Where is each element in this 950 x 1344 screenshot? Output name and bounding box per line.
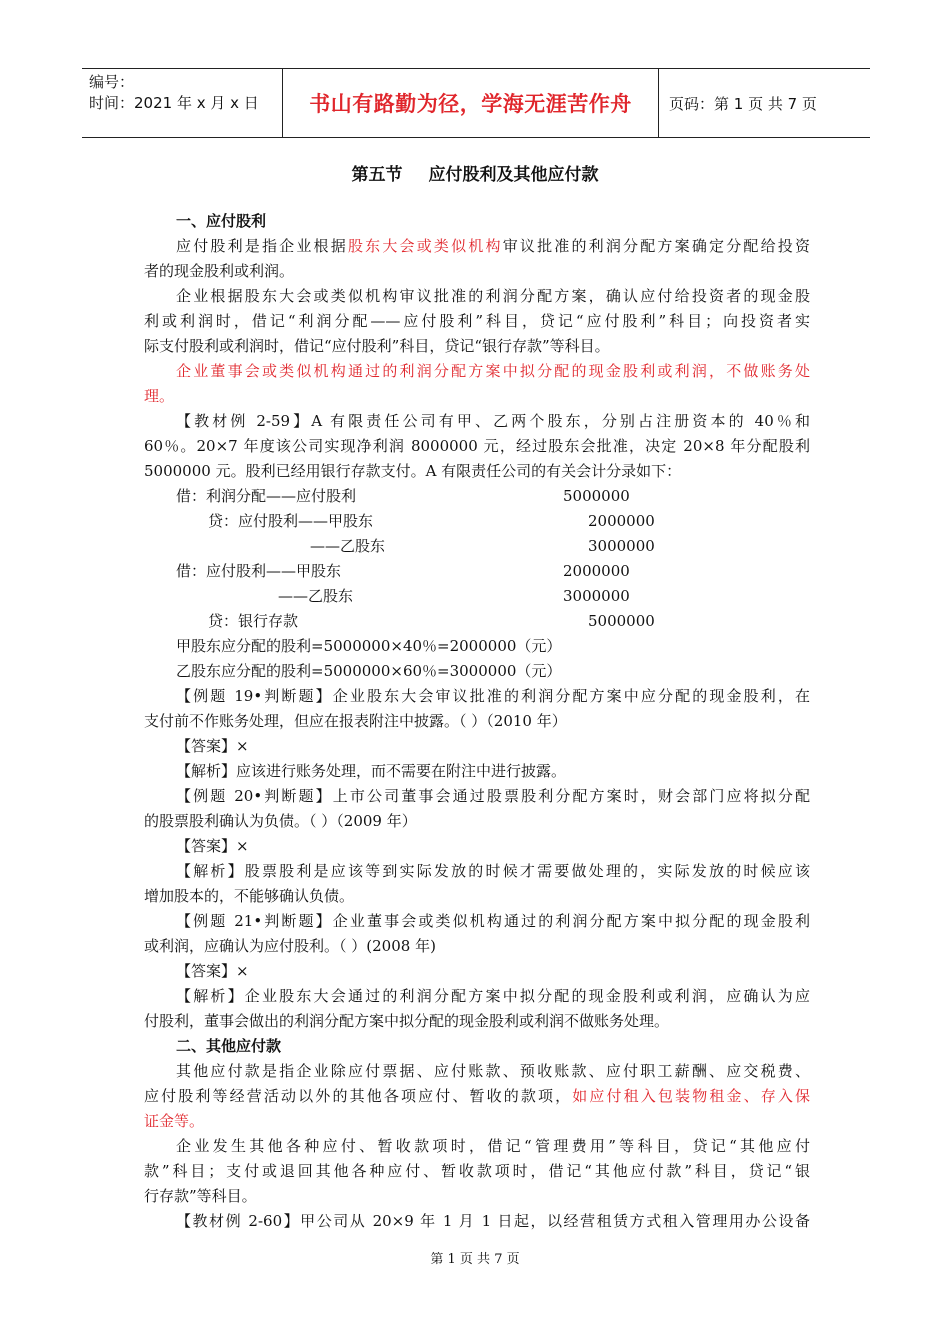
entry-amount: 5000000 — [588, 612, 655, 630]
explanation-line: 增加股本的，不能够确认负债。 — [144, 887, 355, 905]
answer-line: 【答案】× — [176, 837, 249, 855]
paragraph-line: 其他应付款是指企业除应付票据、应付账款、预收账款、应付职工薪酬、应交税费、 — [176, 1062, 810, 1080]
entry-amount: 3000000 — [563, 587, 630, 605]
heading-other-payables: 二、其他应付款 — [176, 1037, 282, 1055]
title-part2: 应付股利及其他应付款 — [428, 165, 599, 185]
header-motto — [283, 69, 659, 137]
question-line: 或利润，应确认为应付股利。（ ）(2008 年) — [144, 937, 436, 955]
example-line: 60％。20×7 年度该公司实现净利润 8000000 元，经过股东会批准，决定 20×8 年分配股利 — [144, 437, 810, 455]
paragraph-line — [176, 235, 810, 257]
explanation-line: 【解析】企业股东大会通过的利润分配方案中拟分配的现金股利或利润，应确认为应 — [176, 987, 810, 1005]
highlight-text: 股东大会或类似机构 — [347, 237, 503, 255]
example-line: 【教材例 2-60】甲公司从 20×9 年 1 月 1 日起，以经营租赁方式租入管理用办公设备 — [176, 1212, 810, 1230]
question-line: 【例题 20•判断题】上市公司董事会通过股票股利分配方案时，财会部门应将拟分配 — [176, 787, 810, 805]
header-meta — [82, 69, 283, 137]
page-info-text: 页码：第 1 页 共 7 页 — [669, 94, 817, 113]
example-line: 5000000 元。股利已经用银行存款支付。A 有限责任公司的有关会计分录如下： — [144, 462, 682, 480]
explanation-line: 付股利，董事会做出的利润分配方案中拟分配的现金股利或利润不做账务处理。 — [144, 1012, 670, 1030]
entry-label: 贷：应付股利——甲股东 — [208, 512, 374, 530]
explanation-line: 【解析】股票股利是应该等到实际发放的时候才需要做处理的，实际发放的时候应该 — [176, 862, 810, 880]
text-run: 审议批准的利润分配方案确定分配给投资 — [502, 237, 810, 255]
entry-amount: 2000000 — [588, 512, 655, 530]
paragraph-line: 款”科目；支付或退回其他各种应付、暂收款项时，借记“其他应付款”科目，贷记“银 — [144, 1162, 810, 1180]
text-run: 应付股利是指企业根据 — [176, 237, 348, 255]
page-footer: 第 1 页 共 7 页 — [430, 1252, 520, 1267]
paragraph-line: 企业根据股东大会或类似机构审议批准的利润分配方案，确认应付给投资者的现金股 — [176, 287, 810, 305]
section-title — [0, 160, 950, 185]
entry-amount: 5000000 — [563, 487, 630, 505]
answer-line: 【答案】× — [176, 737, 249, 755]
page-header — [82, 68, 870, 138]
calc-line: 甲股东应分配的股利=5000000×40％=2000000（元） — [176, 637, 562, 655]
entry-amount: 2000000 — [563, 562, 630, 580]
title-part1: 第五节 — [351, 165, 403, 185]
doc-number-label: 编号： — [89, 73, 135, 91]
entry-label: 贷：银行存款 — [208, 612, 299, 630]
entry-amount: 3000000 — [588, 537, 655, 555]
highlight-paragraph-line: 理。 — [144, 387, 175, 405]
answer-line: 【答案】× — [176, 962, 249, 980]
heading-dividends-payable: 一、应付股利 — [176, 212, 267, 230]
paragraph-line: 企业发生其他各种应付、暂收款项时，借记“管理费用”等科目，贷记“其他应付 — [176, 1137, 810, 1155]
paragraph-line: 际支付股利或利润时，借记“应付股利”科目，贷记“银行存款”等科目。 — [144, 337, 610, 355]
entry-label: ——乙股东 — [278, 587, 354, 605]
question-line: 支付前不作账务处理，但应在报表附注中披露。（ ）（2010 年） — [144, 712, 567, 730]
question-line: 【例题 19•判断题】企业股东大会审议批准的利润分配方案中应分配的现金股利，在 — [176, 687, 810, 705]
highlight-paragraph-line: 证金等。 — [144, 1112, 205, 1130]
text-run: 应付股利等经营活动以外的其他各项应付、暂收的款项， — [144, 1087, 573, 1105]
motto-text: 书山有路勤为径，学海无涯苦作舟 — [309, 92, 632, 116]
question-line: 【例题 21•判断题】企业董事会或类似机构通过的利润分配方案中拟分配的现金股利 — [176, 912, 810, 930]
paragraph-line: 行存款”等科目。 — [144, 1187, 257, 1205]
highlight-paragraph-line: 企业董事会或类似机构通过的利润分配方案中拟分配的现金股利或利润，不做账务处 — [176, 362, 810, 380]
header-page-info — [659, 69, 870, 137]
entry-label: 借：利润分配——应付股利 — [176, 487, 357, 505]
paragraph-line: 者的现金股利或利润。 — [144, 262, 295, 280]
highlight-text: 如应付租入包装物租金、存入保 — [572, 1087, 810, 1105]
example-line: 【教材例 2-59】A 有限责任公司有甲、乙两个股东，分别占注册资本的 40％和 — [176, 412, 810, 430]
entry-label: ——乙股东 — [310, 537, 386, 555]
paragraph-line — [144, 1085, 810, 1107]
paragraph-line: 利或利润时，借记“利润分配——应付股利”科目，贷记“应付股利”科目；向投资者实 — [144, 312, 810, 330]
question-line: 的股票股利确认为负债。（ ）（2009 年） — [144, 812, 417, 830]
entry-label: 借：应付股利——甲股东 — [176, 562, 342, 580]
explanation-line: 【解析】应该进行账务处理，而不需要在附注中进行披露。 — [176, 762, 567, 780]
calc-line: 乙股东应分配的股利=5000000×60％=3000000（元） — [176, 662, 562, 680]
doc-date: 时间：2021 年 x 月 x 日 — [89, 94, 259, 112]
